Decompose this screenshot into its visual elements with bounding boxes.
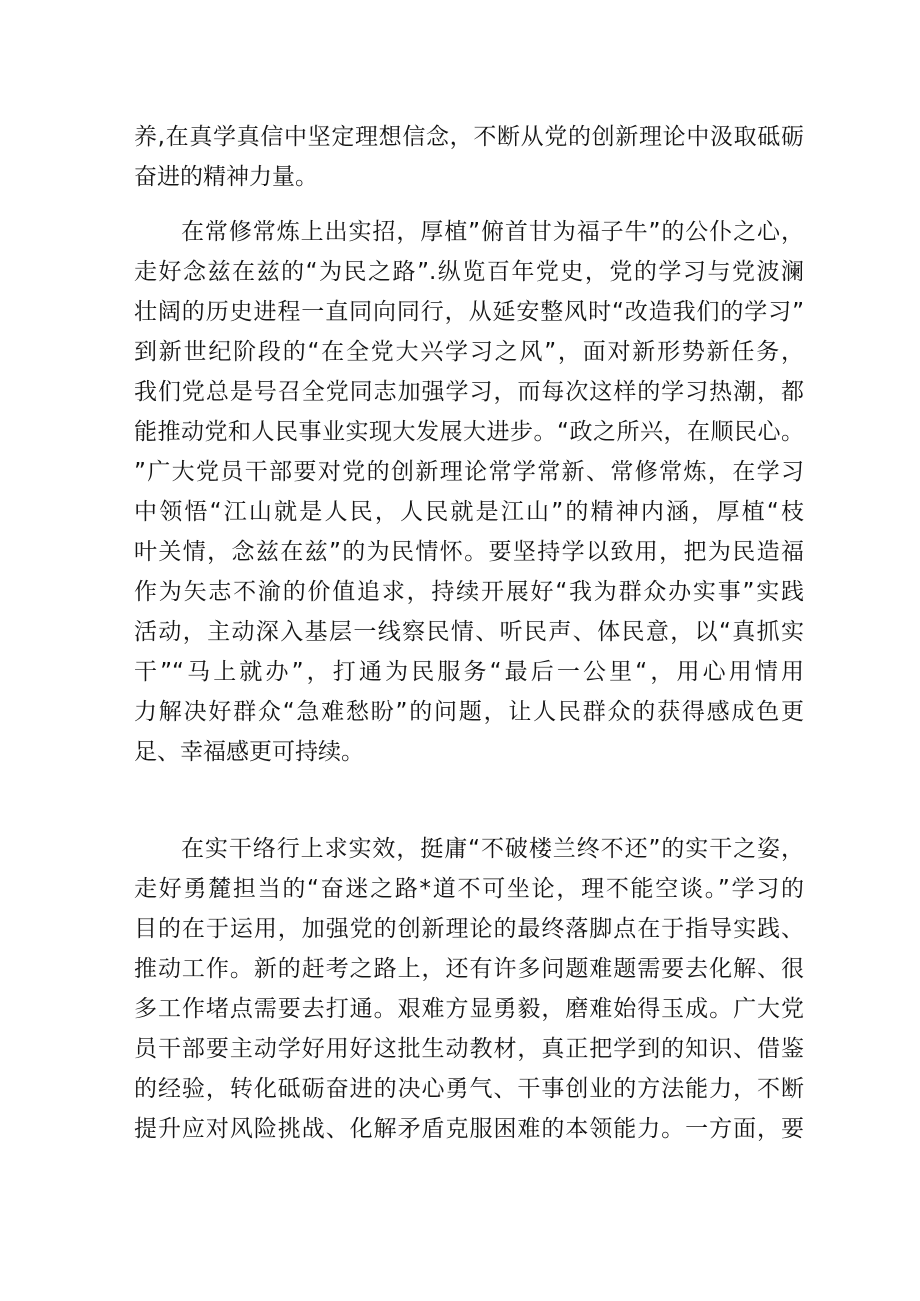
paragraph-1 (134, 117, 804, 197)
text-line: ”广大党员干部要对党的创新理论常学常新、常修常炼，在学习 (134, 459, 804, 485)
text-line: 员干部要主动学好用好这批生动教材，真正把学到的知识、借鉴 (134, 1036, 804, 1062)
text-line: 提升应对风险挑战、化解矛盾克服困难的本领能力。一方面，要 (134, 1116, 804, 1142)
text-line: 叶关情，念兹在兹”的为民情怀。要坚持学以致用，把为民造福 (134, 539, 804, 565)
text-line: 推动工作。新的赶考之路上，还有许多问题难题需要去化解、很 (134, 956, 804, 982)
text-line: 到新世纪阶段的“在全党大兴学习之风”，面对新形势新任务， (134, 339, 804, 365)
text-line: 走好念兹在兹的“为民之路”.纵览百年党史，党的学习与党波澜 (134, 259, 804, 285)
text-line: 多工作堵点需要去打通。艰难方显勇毅，磨难始得玉成。广大党 (134, 996, 804, 1022)
text-line: 养,在真学真信中坚定理想信念，不断从党的创新理论中汲取砥砺 (134, 124, 804, 150)
text-line: 奋进的精神力量。 (134, 164, 318, 190)
text-line: 在实干络行上求实效，挺庸“不破楼兰终不还”的实干之姿， (181, 836, 804, 862)
text-line: 走好勇麓担当的“奋迷之路*道不可坐论，理不能空谈。”学习的 (134, 876, 804, 902)
text-line: 干”“马上就办”，打通为民服务“最后一公里“，用心用情用 (134, 659, 804, 685)
text-line: 力解决好群众“急难愁盼”的问题，让人民群众的获得感成色更 (134, 699, 804, 725)
text-line: 我们党总是号召全党同志加强学习，而每次这样的学习热潮，都 (134, 379, 804, 405)
paragraph-3 (134, 829, 804, 1149)
text-line: 活动，主动深入基层一线察民情、听民声、体民意，以“真抓实 (134, 619, 804, 645)
paragraph-2 (134, 212, 804, 772)
text-line: 能推动党和人民事业实现大发展大进步。“政之所兴，在顺民心。 (134, 419, 804, 445)
text-line: 目的在于运用，加强党的创新理论的最终落脚点在于指导实践、 (134, 916, 804, 942)
text-line: 的经验，转化砥砺奋进的决心勇气、干事创业的方法能力，不断 (134, 1076, 804, 1102)
text-line: 足、幸福感更可持续。 (134, 739, 364, 765)
text-line: 壮阔的历史进程一直同向同行，从延安整风时“改造我们的学习” (134, 299, 804, 325)
text-line: 在常修常炼上出实招，厚植”俯首甘为福子牛”的公仆之心， (181, 219, 804, 245)
text-line: 中领悟“江山就是人民，人民就是江山”的精神内涵，厚植“枝 (134, 499, 804, 525)
text-line: 作为矢志不渝的价值追求，持续开展好“我为群众办实事”实践 (134, 579, 804, 605)
